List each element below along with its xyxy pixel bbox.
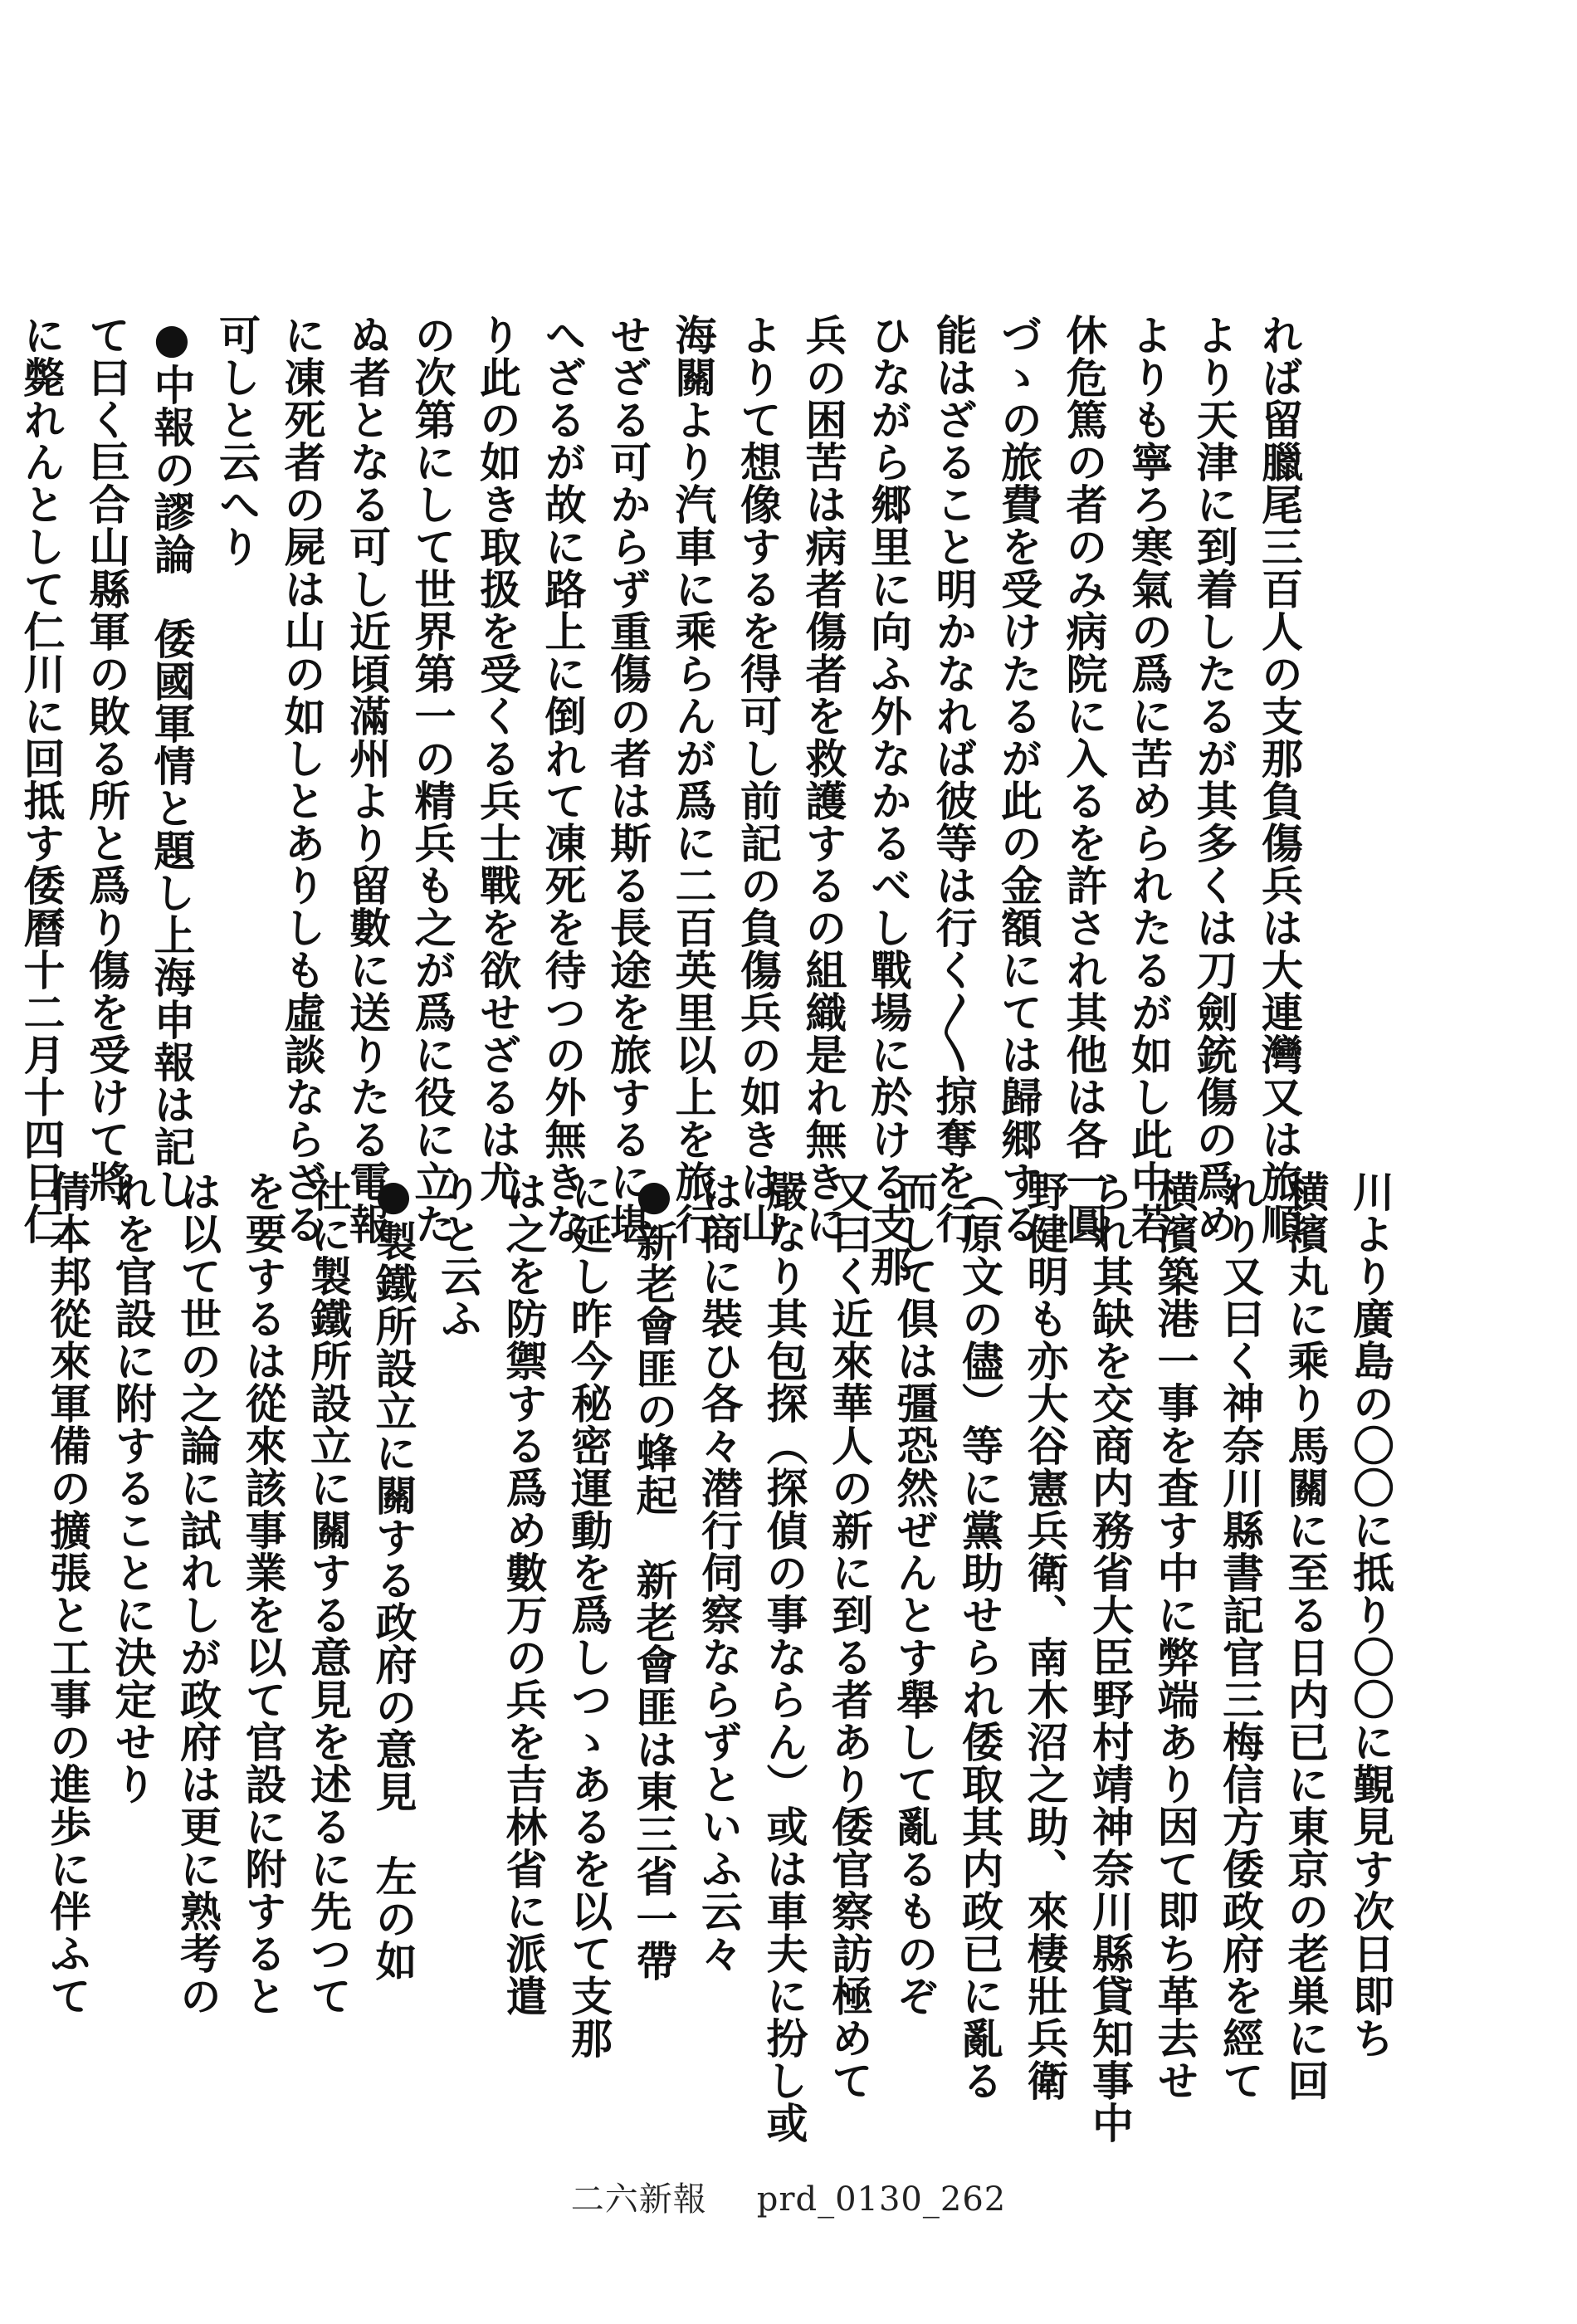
lower-text-column: 川より廣島の〇〇に抵り〇〇に覲見す次日即ち: [1346, 1170, 1395, 2059]
page-footer: [0, 2173, 1577, 2220]
lower-text-column: 嚴なり其包探（探偵の事ならん）或は車夫に扮し或: [759, 1170, 809, 2144]
upper-text-column: せざる可からず重傷の者は斯る長途を旅するに堪: [603, 314, 652, 1245]
lower-text-column: ●新老會匪の蜂起 新老會匪は東三省一帶: [629, 1170, 679, 1982]
lower-text-column: は之を防禦する爲め數万の兵を吉林省に派遣: [499, 1170, 549, 2017]
upper-text-column: 可しと云へり: [212, 314, 261, 568]
lower-text-column: は商に裝ひ各々潜行伺察ならずといふ云々: [695, 1170, 744, 1975]
upper-text-column: 休危篤の者のみ病院に入るを許され其他は各一圓: [1059, 314, 1109, 1245]
upper-text-column: ●中報の謬論 倭國軍情と題し上海申報は記し: [147, 314, 197, 1210]
upper-text-column: より天津に到着したるが其多くは刀劍銃傷の爲め: [1189, 314, 1239, 1245]
lower-text-column: られ其缺を交商内務省大臣野村靖神奈川縣貸知事中: [1086, 1170, 1135, 2144]
upper-text-column: ぬ者となる可し近頃滿州より留數に送りたる電報: [343, 314, 392, 1245]
upper-text-column: れば留臘尾三百人の支那負傷兵は大連灣又は旅順: [1255, 314, 1304, 1245]
lower-text-column: りと云ふ: [434, 1170, 483, 1340]
upper-text-column: づゝの旅費を受けたるが此の金額にては歸郷する: [994, 314, 1043, 1245]
upper-text-column: 能はざること明かなれば彼等は行く〳〵掠奪を行: [929, 314, 979, 1244]
upper-text-column: の次第にして世界第一の精兵も之が爲に役に立た: [408, 314, 457, 1245]
upper-text-column: 兵の困苦は病者傷者を救護するの組織是れ無きに: [798, 314, 848, 1245]
lower-text-column: れり又曰く神奈川縣書記官三梅信方倭政府を經て: [1216, 1170, 1265, 2102]
lower-text-column: 野健明も亦大谷憲兵衛、南木沼之助、來棲壯兵衛: [1020, 1170, 1070, 2102]
upper-text-column: ひながら郷里に向ふ外なかるべし戰場に於ける支那: [864, 314, 913, 1287]
lower-text-column: 横濱丸に乘り馬關に至る日内已に東京の老巣に回: [1281, 1170, 1330, 2102]
lower-text-column: を要するは從來該事業を以て官設に附すると: [238, 1170, 288, 2017]
page-code: prd_0130_262: [756, 2180, 1007, 2219]
lower-text-column: ●製鐵所設立に關する政府の意見 左の如: [369, 1170, 418, 1982]
lower-text-column: は以て世の之論に試れしが政府は更に熟考の: [173, 1170, 222, 2017]
lower-text-column: れを官設に附することに決定せり: [108, 1170, 158, 1805]
lower-text-column: 倩本邦從來軍備の擴張と工事の進歩に伴ふて: [43, 1170, 92, 2017]
upper-text-column: へざるが故に路上に倒れて凍死を待つの外無きな: [538, 314, 588, 1245]
upper-text-column: り此の如き取扱を受くる兵士戰を欲せざるは尤: [473, 314, 522, 1203]
upper-text-column: に凍死者の屍は山の如しとありしも虛談ならざる: [277, 314, 327, 1245]
lower-text-column: 横濱築港一事を査す中に弊端あり因て即ち革去せ: [1150, 1170, 1200, 2102]
upper-text-column: て曰く巨合山縣軍の敗る所と爲り傷を受けて將: [82, 314, 131, 1203]
upper-text-column: 海關より汽車に乘らんが爲に二百英里以上を旅行: [668, 314, 718, 1245]
lower-text-column: に延し昨今秘密運動を爲しつゝあるを以て支那: [564, 1170, 613, 2059]
upper-text-column: よりて想像するを得可し前記の負傷兵の如きは山: [734, 314, 783, 1245]
upper-text-column: よりも寧ろ寒氣の爲に苦められたるが如し此中若: [1125, 314, 1174, 1245]
upper-text-column: に斃れんとして仁川に回抵す倭曆十二月十四日仁: [17, 314, 66, 1245]
publication-name: 二六新報: [570, 2180, 707, 2219]
lower-text-column: 社に製鐵所設立に關する意見を述るに先つて: [304, 1170, 353, 2017]
lower-text-column: 又曰く近來華人の新に到る者あり倭官察訪極めて: [825, 1170, 874, 2102]
lower-text-block: [43, 1170, 1403, 2144]
lower-text-column: 而して倶は彊恐然ぜんとす舉して亂るものぞ: [890, 1170, 940, 2017]
lower-text-column: （原文の儘）等に黨助せられ倭取其内政已に亂る: [955, 1170, 1004, 2102]
